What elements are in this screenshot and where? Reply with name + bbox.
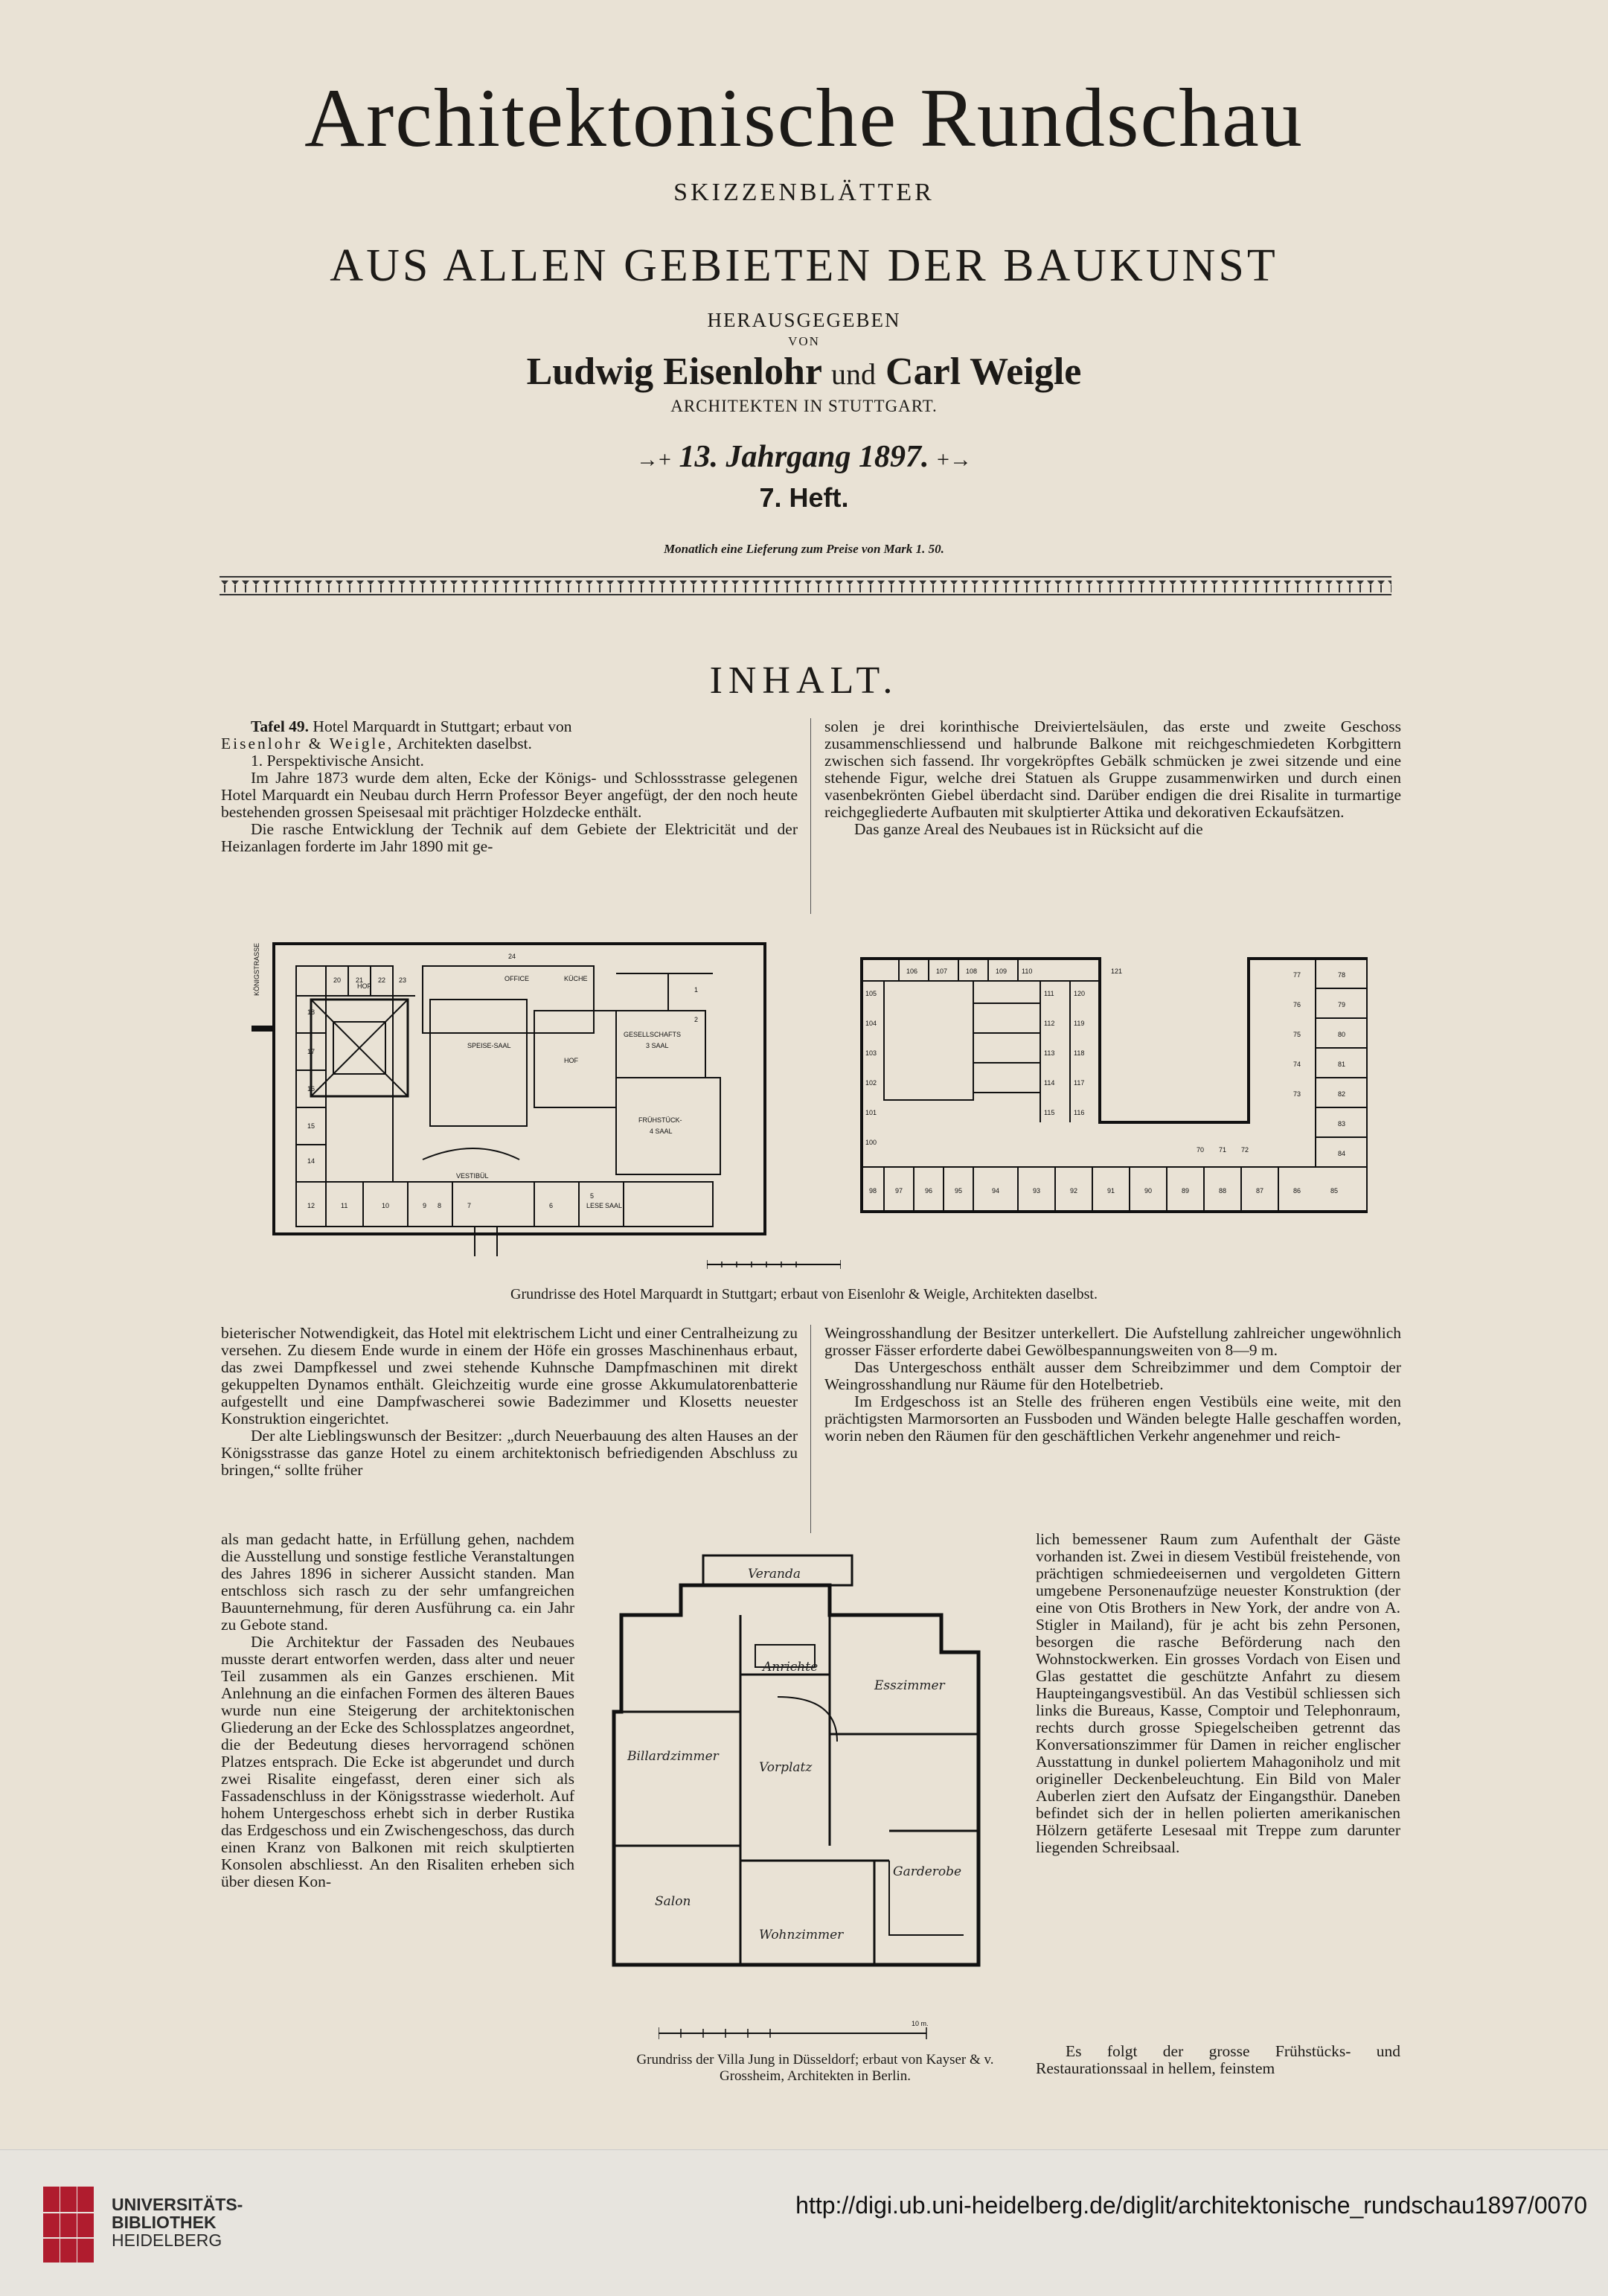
room-label: 4 SAAL bbox=[650, 1128, 673, 1135]
svg-text:89: 89 bbox=[1182, 1187, 1190, 1195]
svg-text:82: 82 bbox=[1338, 1090, 1346, 1098]
scale-bar bbox=[707, 1256, 841, 1273]
svg-text:100: 100 bbox=[865, 1139, 877, 1146]
room-number: 12 bbox=[307, 1202, 315, 1209]
room-label: OFFICE bbox=[504, 975, 529, 982]
svg-text:88: 88 bbox=[1219, 1187, 1227, 1195]
room-number: 20 bbox=[333, 976, 342, 984]
source-url-link[interactable]: http://digi.ub.uni-heidelberg.de/diglit/architektonische_rundschau1897/0070 bbox=[795, 2192, 1587, 2219]
svg-text:108: 108 bbox=[966, 968, 978, 975]
tafel-label: Tafel 49. bbox=[251, 717, 310, 735]
svg-text:102: 102 bbox=[865, 1079, 877, 1087]
svg-text:76: 76 bbox=[1293, 1001, 1301, 1008]
svg-text:78: 78 bbox=[1338, 971, 1346, 979]
svg-text:117: 117 bbox=[1074, 1079, 1085, 1087]
svg-text:85: 85 bbox=[1330, 1187, 1339, 1195]
room-label: HOF bbox=[564, 1057, 578, 1064]
svg-text:101: 101 bbox=[865, 1109, 877, 1116]
room-label: Garderobe bbox=[893, 1864, 962, 1879]
svg-text:113: 113 bbox=[1044, 1049, 1055, 1057]
street-label: KÖNIGSTRASSE bbox=[253, 942, 260, 996]
room-number: 5 bbox=[590, 1192, 595, 1200]
svg-text:96: 96 bbox=[925, 1187, 933, 1195]
library-logo-icon bbox=[43, 2187, 94, 2263]
published-by: HERAUSGEGEBEN bbox=[707, 309, 901, 331]
room-number: 8 bbox=[438, 1202, 442, 1209]
room-number: 15 bbox=[307, 1122, 315, 1130]
svg-text:106: 106 bbox=[906, 968, 918, 975]
svg-text:103: 103 bbox=[865, 1049, 877, 1057]
svg-text:70: 70 bbox=[1197, 1146, 1205, 1154]
ornamental-rule bbox=[220, 575, 1391, 597]
room-number: 14 bbox=[307, 1157, 315, 1165]
svg-text:77: 77 bbox=[1293, 971, 1301, 979]
section-title: INHALT. bbox=[709, 659, 899, 702]
svg-text:105: 105 bbox=[865, 990, 877, 997]
paragraph: Im Erdgeschoss ist an Stelle des früheren engen Vestibüls eine weite, mit den prächtigsten Marmorsorten an Fussboden und Wänden belegte Halle geschaffen worden, worin neben den Räumen für den geschäftlichen Verkehr angenehmer und reich- bbox=[824, 1392, 1401, 1445]
svg-text:75: 75 bbox=[1293, 1031, 1301, 1038]
article-column-2 bbox=[824, 718, 1401, 838]
ornament-left-icon: →+ bbox=[636, 447, 671, 472]
authors: Eisenlohr & Weigle, bbox=[221, 735, 394, 752]
article-column-5 bbox=[221, 1531, 574, 1890]
svg-text:93: 93 bbox=[1033, 1187, 1041, 1195]
svg-text:118: 118 bbox=[1074, 1049, 1085, 1057]
svg-text:92: 92 bbox=[1070, 1187, 1078, 1195]
library-line-3: HEIDELBERG bbox=[112, 2231, 222, 2250]
svg-text:112: 112 bbox=[1044, 1020, 1055, 1027]
svg-text:74: 74 bbox=[1293, 1061, 1301, 1068]
article-column-6 bbox=[1036, 1531, 1400, 1856]
svg-text:83: 83 bbox=[1338, 1120, 1346, 1128]
room-label: HOF bbox=[357, 982, 371, 990]
article-column-6-continued bbox=[1036, 2043, 1400, 2077]
authors-rest: Architekten daselbst. bbox=[394, 735, 532, 752]
von-label: VON bbox=[788, 334, 820, 348]
svg-text:104: 104 bbox=[865, 1020, 877, 1027]
room-label: Vorplatz bbox=[759, 1760, 813, 1775]
svg-text:87: 87 bbox=[1256, 1187, 1264, 1195]
room-number: 21 bbox=[356, 976, 364, 984]
svg-text:115: 115 bbox=[1044, 1109, 1055, 1116]
svg-text:79: 79 bbox=[1338, 1001, 1346, 1008]
figure-caption: Grundrisse des Hotel Marquardt in Stuttgart; erbaut von Eisenlohr & Weigle, Architekten daselbst. bbox=[510, 1286, 1098, 1302]
article-column-1 bbox=[221, 718, 798, 855]
issue-number: 7. Heft. bbox=[759, 482, 849, 513]
volume-year bbox=[0, 439, 1608, 475]
paragraph: Das Untergeschoss enthält ausser dem Schreibzimmer und dem Comptoir der Weingrosshandlung nur Räume für den Hotelbetrieb. bbox=[824, 1358, 1401, 1393]
paragraph: Das ganze Areal des Neubaues ist in Rücksicht auf die bbox=[854, 820, 1203, 838]
room-label: VESTIBÜL bbox=[456, 1172, 489, 1180]
svg-text:91: 91 bbox=[1107, 1187, 1115, 1195]
svg-text:86: 86 bbox=[1293, 1187, 1301, 1195]
editors-role: ARCHITEKTEN IN STUTTGART. bbox=[670, 397, 938, 415]
und-label: und bbox=[831, 357, 877, 391]
editor-1: Ludwig Eisenlohr bbox=[526, 351, 822, 393]
svg-text:73: 73 bbox=[1293, 1090, 1301, 1098]
room-number: 22 bbox=[378, 976, 386, 984]
paragraph: Es folgt der grosse Frühstücks- und Restaurationssaal in hellem, feinstem bbox=[1036, 2042, 1400, 2077]
room-number: 11 bbox=[341, 1202, 348, 1209]
room-number: 2 bbox=[694, 1016, 699, 1023]
room-label: SPEISE-SAAL bbox=[467, 1042, 511, 1049]
svg-text:80: 80 bbox=[1338, 1031, 1346, 1038]
figure-caption: Grundriss der Villa Jung in Düsseldorf; erbaut von Kayser & v. Grossheim, Architekten in Berlin. bbox=[636, 2052, 994, 2084]
journal-subtitle: SKIZZENBLÄTTER bbox=[673, 179, 935, 206]
svg-text:119: 119 bbox=[1074, 1020, 1085, 1027]
svg-text:81: 81 bbox=[1338, 1061, 1346, 1068]
svg-text:110: 110 bbox=[1022, 968, 1033, 975]
room-label: KÜCHE bbox=[564, 975, 588, 982]
svg-text:84: 84 bbox=[1338, 1150, 1346, 1157]
room-label: FRÜHSTÜCK- bbox=[638, 1116, 682, 1124]
villa-scale-bar bbox=[659, 2017, 971, 2043]
paragraph: Die rasche Entwicklung der Technik auf dem Gebiete der Elektricität und der Heizanlagen forderte im Jahr 1890 mit ge- bbox=[221, 820, 798, 855]
paragraph: Der alte Lieblingswunsch der Besitzer: „durch Neuerbauung des alten Hauses an der Königsstrasse das ganze Hotel zu einem architektonisch befriedigenden Abschluss zu bringen,“ sollte früher bbox=[221, 1427, 798, 1479]
room-label: Salon bbox=[655, 1894, 691, 1909]
article-column-3 bbox=[221, 1325, 798, 1479]
editors bbox=[0, 350, 1608, 394]
svg-text:121: 121 bbox=[1111, 968, 1123, 975]
column-divider bbox=[810, 718, 811, 914]
room-number: 23 bbox=[399, 976, 407, 984]
svg-text:90: 90 bbox=[1144, 1187, 1153, 1195]
svg-text:109: 109 bbox=[996, 968, 1008, 975]
paragraph: Im Jahre 1873 wurde dem alten, Ecke der Königs- und Schlossstrasse gelegenen Hotel Marquardt ein Neubau durch Herrn Professor Beyer angefügt, der den noch heute bestehenden grossen Speisesaal mit prächtiger Holzdecke enthält. bbox=[221, 769, 798, 821]
year-label: 13. Jahrgang 1897. bbox=[679, 440, 929, 474]
svg-text:94: 94 bbox=[992, 1187, 1000, 1195]
article-column-4 bbox=[824, 1325, 1401, 1445]
plate-item: 1. Perspektivische Ansicht. bbox=[251, 752, 424, 770]
svg-text:107: 107 bbox=[936, 968, 948, 975]
paragraph: als man gedacht hatte, in Erfüllung gehen, nachdem die Ausstellung und sonstige festliche Veranstaltungen des Jahres 1896 in sicherer Aussicht standen. Man entschloss sich rasch zu der sehr umfangreichen Bauunternehmung, für deren Ausführung ca. ein Jahr zu Gebote stand. bbox=[221, 1530, 574, 1634]
room-number: 10 bbox=[382, 1202, 390, 1209]
room-number: 17 bbox=[307, 1048, 315, 1055]
svg-text:72: 72 bbox=[1241, 1146, 1249, 1154]
paragraph: Die Architektur der Fassaden des Neubaues musste derart entworfen werden, dass alter und neuer Teil zusammen als ein Ganzes erschienen. Mit Anlehnung an die einfachen Formen des älteren Baues wurde nun eine Steigerung der architektonischen Gliederung an der Ecke des Schlossplatzes angeordnet, die der Bedeutung dieses hervorragend schönen Platzes entsprach. Die Ecke ist abgerundet und durch zwei Risalite eingefasst, deren einer sich als Fassadenschluss in der Königsstrasse wiederholt. Auf hohem Untergeschoss erhebt sich in derber Rustika das Erdgeschoss und ein Zwischengeschoss, das durch einen Kranz von Balkonen mit reich skulptierten Konsolen abschliesst. An den Risaliten erheben sich über diesen Kon- bbox=[221, 1633, 574, 1890]
room-number: 16 bbox=[307, 1085, 315, 1093]
paragraph: lich bemessener Raum zum Aufenthalt der Gäste vorhanden ist. Zwei in diesem Vestibül freistehende, von prächtigen schmiedeeisernen und vergoldeten Gittern umgebene Personenaufzüge neuester Konstruktion (der eine von Otis Brothers in New York, der andre von A. Stigler in Mailand), für je acht bis zehn Personen, besorgen die rasche Beförderung nach den Wohnstockwerken. Ein grosses Vordach von Eisen und Glas gestattet die geschützte Anfahrt zu diesem Haupteingangsvestibül. An das Vestibül schliessen sich links die Bureaus, Kasse, Comptoir und Telephonraum, rechts durch grosse Spiegelscheiben getrennt das Konversationszimmer für Damen in reicher englischer Ausstattung in dunkel poliertem Mahagoniholz und mit origineller Deckenbeleuchtung. Ein Bild von Maler Auberlen ziert den Aufsatz der Eingangsthür. Daneben befindet sich der in hellen polierten amerikanischen Hölzern getäferte Lesesaal mit Treppe zum darunter liegenden Schreibsaal. bbox=[1036, 1530, 1400, 1856]
svg-text:71: 71 bbox=[1219, 1146, 1227, 1154]
svg-text:111: 111 bbox=[1044, 990, 1054, 997]
editor-2: Carl Weigle bbox=[885, 351, 1082, 393]
library-name bbox=[112, 2196, 243, 2249]
paragraph: Weingrosshandlung der Besitzer unterkellert. Die Aufstellung zahlreicher ungewöhnlich grosser Fässer erforderte dabei Gewölbespannungsweiten von 8—9 m. bbox=[824, 1324, 1401, 1359]
hotel-ground-floor-plan bbox=[252, 936, 787, 1275]
svg-text:116: 116 bbox=[1074, 1109, 1085, 1116]
room-label: Billardzimmer bbox=[627, 1749, 719, 1764]
journal-subtitle-2: AUS ALLEN GEBIETEN DER BAUKUNST bbox=[330, 240, 1278, 291]
paragraph: bieterischer Notwendigkeit, das Hotel mit elektrischem Licht und einer Centralheizung zu versehen. Zu diesem Ende wurde in einem der Höfe ein grosses Maschinenhaus erbaut, das zwei Dampfkessel und zwei stehende Kuhnsche Dampfmaschinen mit direkt gekuppelten Dynamos enthält. Gleichzeitig wurde eine grosse Akkumulatorenbatterie aufgestellt und eine Dampfwascherei sowie Badezimmer und Klosetts neuester Konstruktion eingerichtet. bbox=[221, 1324, 798, 1427]
svg-text:95: 95 bbox=[955, 1187, 963, 1195]
room-label: Veranda bbox=[748, 1567, 801, 1582]
room-label: Anrichte bbox=[763, 1660, 819, 1675]
room-number: 7 bbox=[467, 1202, 472, 1209]
room-number: 6 bbox=[549, 1202, 554, 1209]
room-number: 18 bbox=[307, 1008, 315, 1016]
price-note: Monatlich eine Lieferung zum Preise von Mark 1. 50. bbox=[664, 542, 944, 556]
svg-text:120: 120 bbox=[1074, 990, 1086, 997]
svg-text:98: 98 bbox=[869, 1187, 877, 1195]
room-label: SAAL bbox=[605, 1202, 623, 1209]
paragraph: solen je drei korinthische Dreiviertelsäulen, das erste und zweite Geschoss zusammenschliessend und halbrunde Balkone mit reichgeschmiedeten Korbgittern zwischen sich fassend. Ihr vorgekröpftes Gebälk schmücken je zwei sitzende und eine stehende Figur, welche drei Statuen als Gruppe zusammenwirken und durch einen vasenbekrönten Giebel überdacht sind. Darüber endigen die drei Risalite in turmartige reichgegliederte Aufbauten mit skulptierter Attika und dekorativen Eckaufsätzen. bbox=[824, 717, 1401, 821]
room-number: 1 bbox=[694, 986, 699, 994]
room-label: LESE bbox=[586, 1202, 604, 1209]
villa-floor-plan bbox=[592, 1548, 1023, 2009]
library-line-1: UNIVERSITÄTS- bbox=[112, 2195, 243, 2214]
journal-title: Architektonische Rundschau bbox=[304, 72, 1304, 164]
tafel-text: Hotel Marquardt in Stuttgart; erbaut von bbox=[309, 717, 572, 735]
ornament-right-icon: +→ bbox=[937, 447, 972, 472]
column-divider bbox=[810, 1325, 811, 1533]
room-label: Wohnzimmer bbox=[759, 1928, 844, 1942]
hotel-upper-floor-plan bbox=[854, 951, 1368, 1249]
library-line-2: BIBLIOTHEK bbox=[112, 2213, 217, 2232]
room-label: Esszimmer bbox=[874, 1678, 945, 1693]
scale-label: 10 m. bbox=[912, 2020, 929, 2027]
room-label: GESELLSCHAFTS bbox=[624, 1031, 682, 1038]
room-number: 24 bbox=[508, 953, 516, 960]
svg-text:97: 97 bbox=[895, 1187, 903, 1195]
svg-text:114: 114 bbox=[1044, 1079, 1055, 1087]
room-label: 3 SAAL bbox=[646, 1042, 669, 1049]
room-number: 9 bbox=[423, 1202, 427, 1209]
